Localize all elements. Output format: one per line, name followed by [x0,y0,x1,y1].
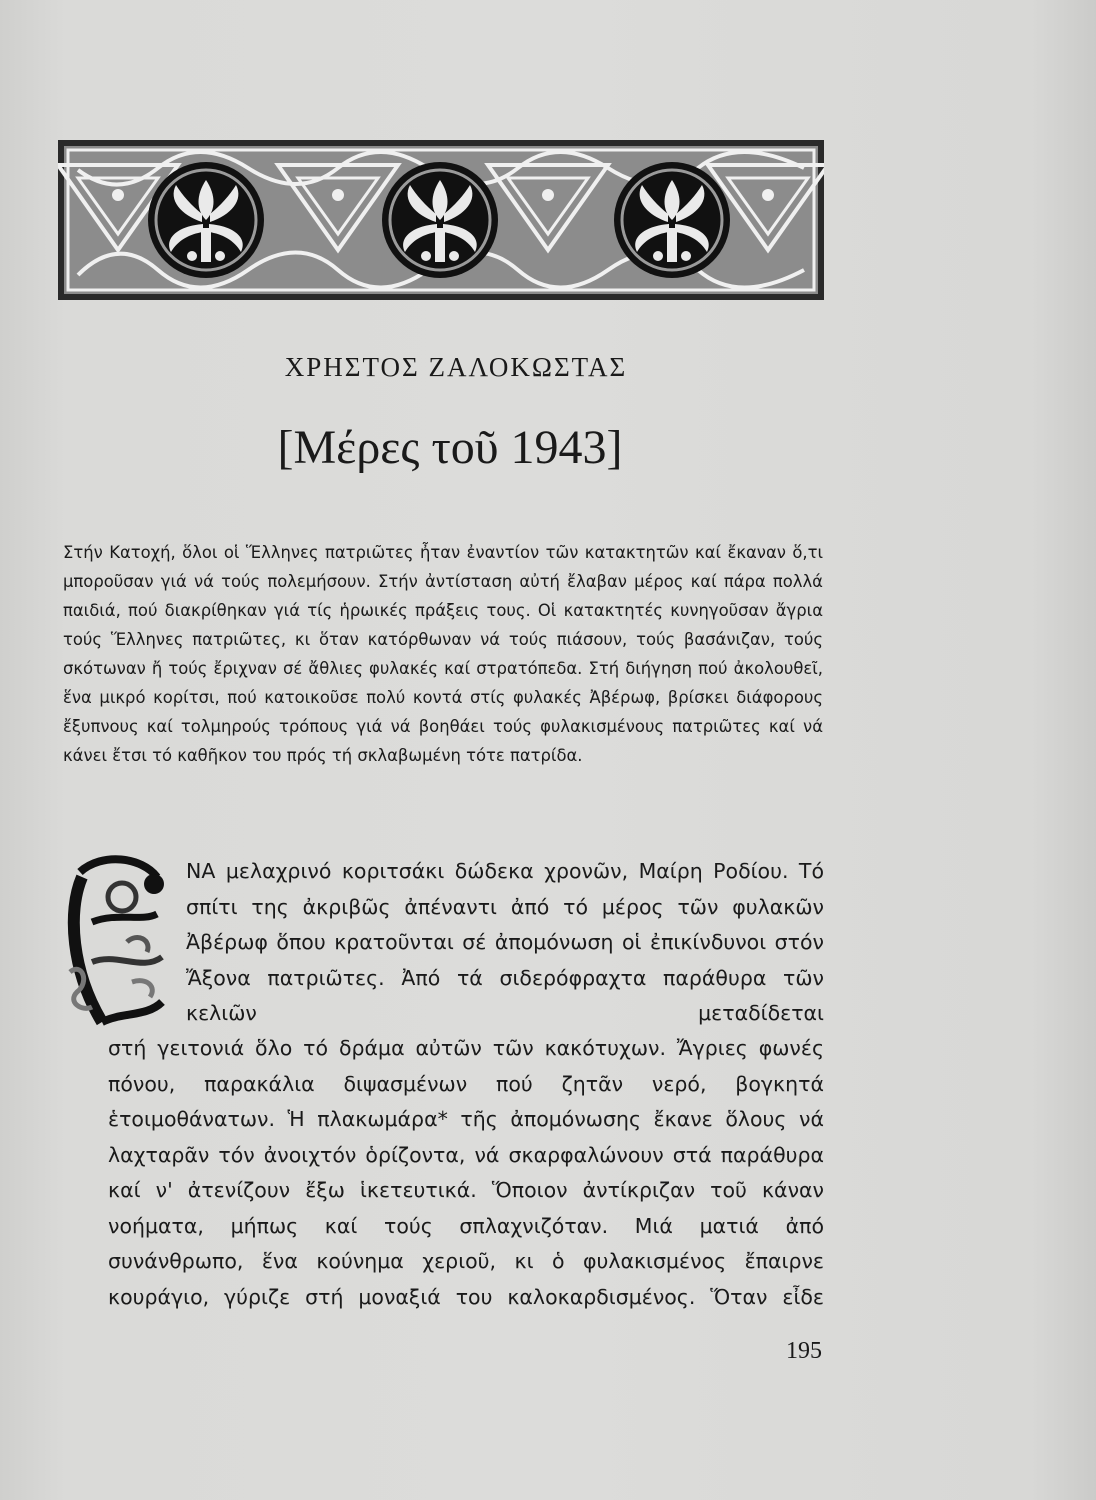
author-name: ΧΡΗΣΤΟΣ ΖΑΛΟΚΩΣΤΑΣ [284,352,628,382]
decorative-header-band [58,140,824,300]
intro-paragraph: Στήν Κατοχή, ὅλοι οἱ Ἕλληνες πατριῶτες ἦταν ἐναντίον τῶν κατακτητῶν καί ἔκαναν ὅ,τι μποροῦσαν γιά νά τούς πολεμήσουν. Στήν ἀντίσταση αὐτή ἔλαβαν μέρος καί πάρα πολλά παιδιά, πού διακρίθηκαν γιά τίς ἡρωικές πράξεις τους. Οἱ κατακτητές κυνηγοῦσαν ἄγρια τούς Ἕλληνες πατριῶτες, κι ὅταν κατόρθωναν νά τούς πιάσουν, τούς βασάνιζαν, τούς σκότωναν ἤ τούς ἔριχναν σέ ἄθλιες φυλακές καί στρατόπεδα. Στή διήγηση πού ἀκολουθεῖ, ἕνα μικρό κορίτσι, πού κατοικοῦσε πολύ κοντά στίς φυλακές Ἀβέρωφ, βρίσκει διάφορους ἔξυπνους καί τολμηρούς τρόπους γιά νά βοηθάει τούς φυλακισμένους πατριῶτες καί νά κάνει ἔτσι τό καθῆκον του πρός τή σκλαβωμένη τότε πατρίδα. [63,543,823,765]
decorated-initial-letter [62,852,182,1032]
page-number: 195 [786,1338,822,1364]
story-paragraph-part2: στή γειτονιά ὅλο τό δράμα αὐτῶν τῶν κακότυχων. Ἄγριες φωνές πόνου, παρακάλια διψασμένων πού ζητᾶν νερό, βογκητά ἑτοιμοθάνατων. Ἡ πλακωμάρα* τῆς ἀπομόνωσης ἔκανε ὅλους νά λαχταρᾶν τόν ἀνοιχτόν ὁρίζοντα, νά σκαρφαλώνουν στά παράθυρα καί ν' ἀτενίζουν ἔξω ἱκετευτικά. Ὅποιον ἀντίκριζαν τοῦ κάναν νοήματα, μήπως καί τούς σπλαχνιζόταν. Μιά ματιά ἀπό συνάνθρωπο, ἕνα κούνημα χεριοῦ, κι ὁ φυλακισμένος ἔπαιρνε κουράγιο, γύριζε στή μοναξιά του καλοκαρδισμένος. Ὅταν εἶδε [108,1036,824,1309]
story-paragraph-part1: ΝΑ μελαχρινό κοριτσάκι δώδεκα χρονῶν, Μαίρη Ροδίου. Τό σπίτι της ἀκριβῶς ἀπέναντι ἀπό τό μέρος τῶν φυλακῶν Ἀβέρωφ ὅπου κρατοῦνται σέ ἀπομόνωση οἱ ἐπικίνδυνοι στόν Ἄξονα πατριῶτες. Ἀπό τά σιδερόφραχτα παράθυρα τῶν κελιῶν μεταδίδεται [186,859,824,1025]
chapter-title: [Μέρες τοῦ 1943] [277,421,623,474]
